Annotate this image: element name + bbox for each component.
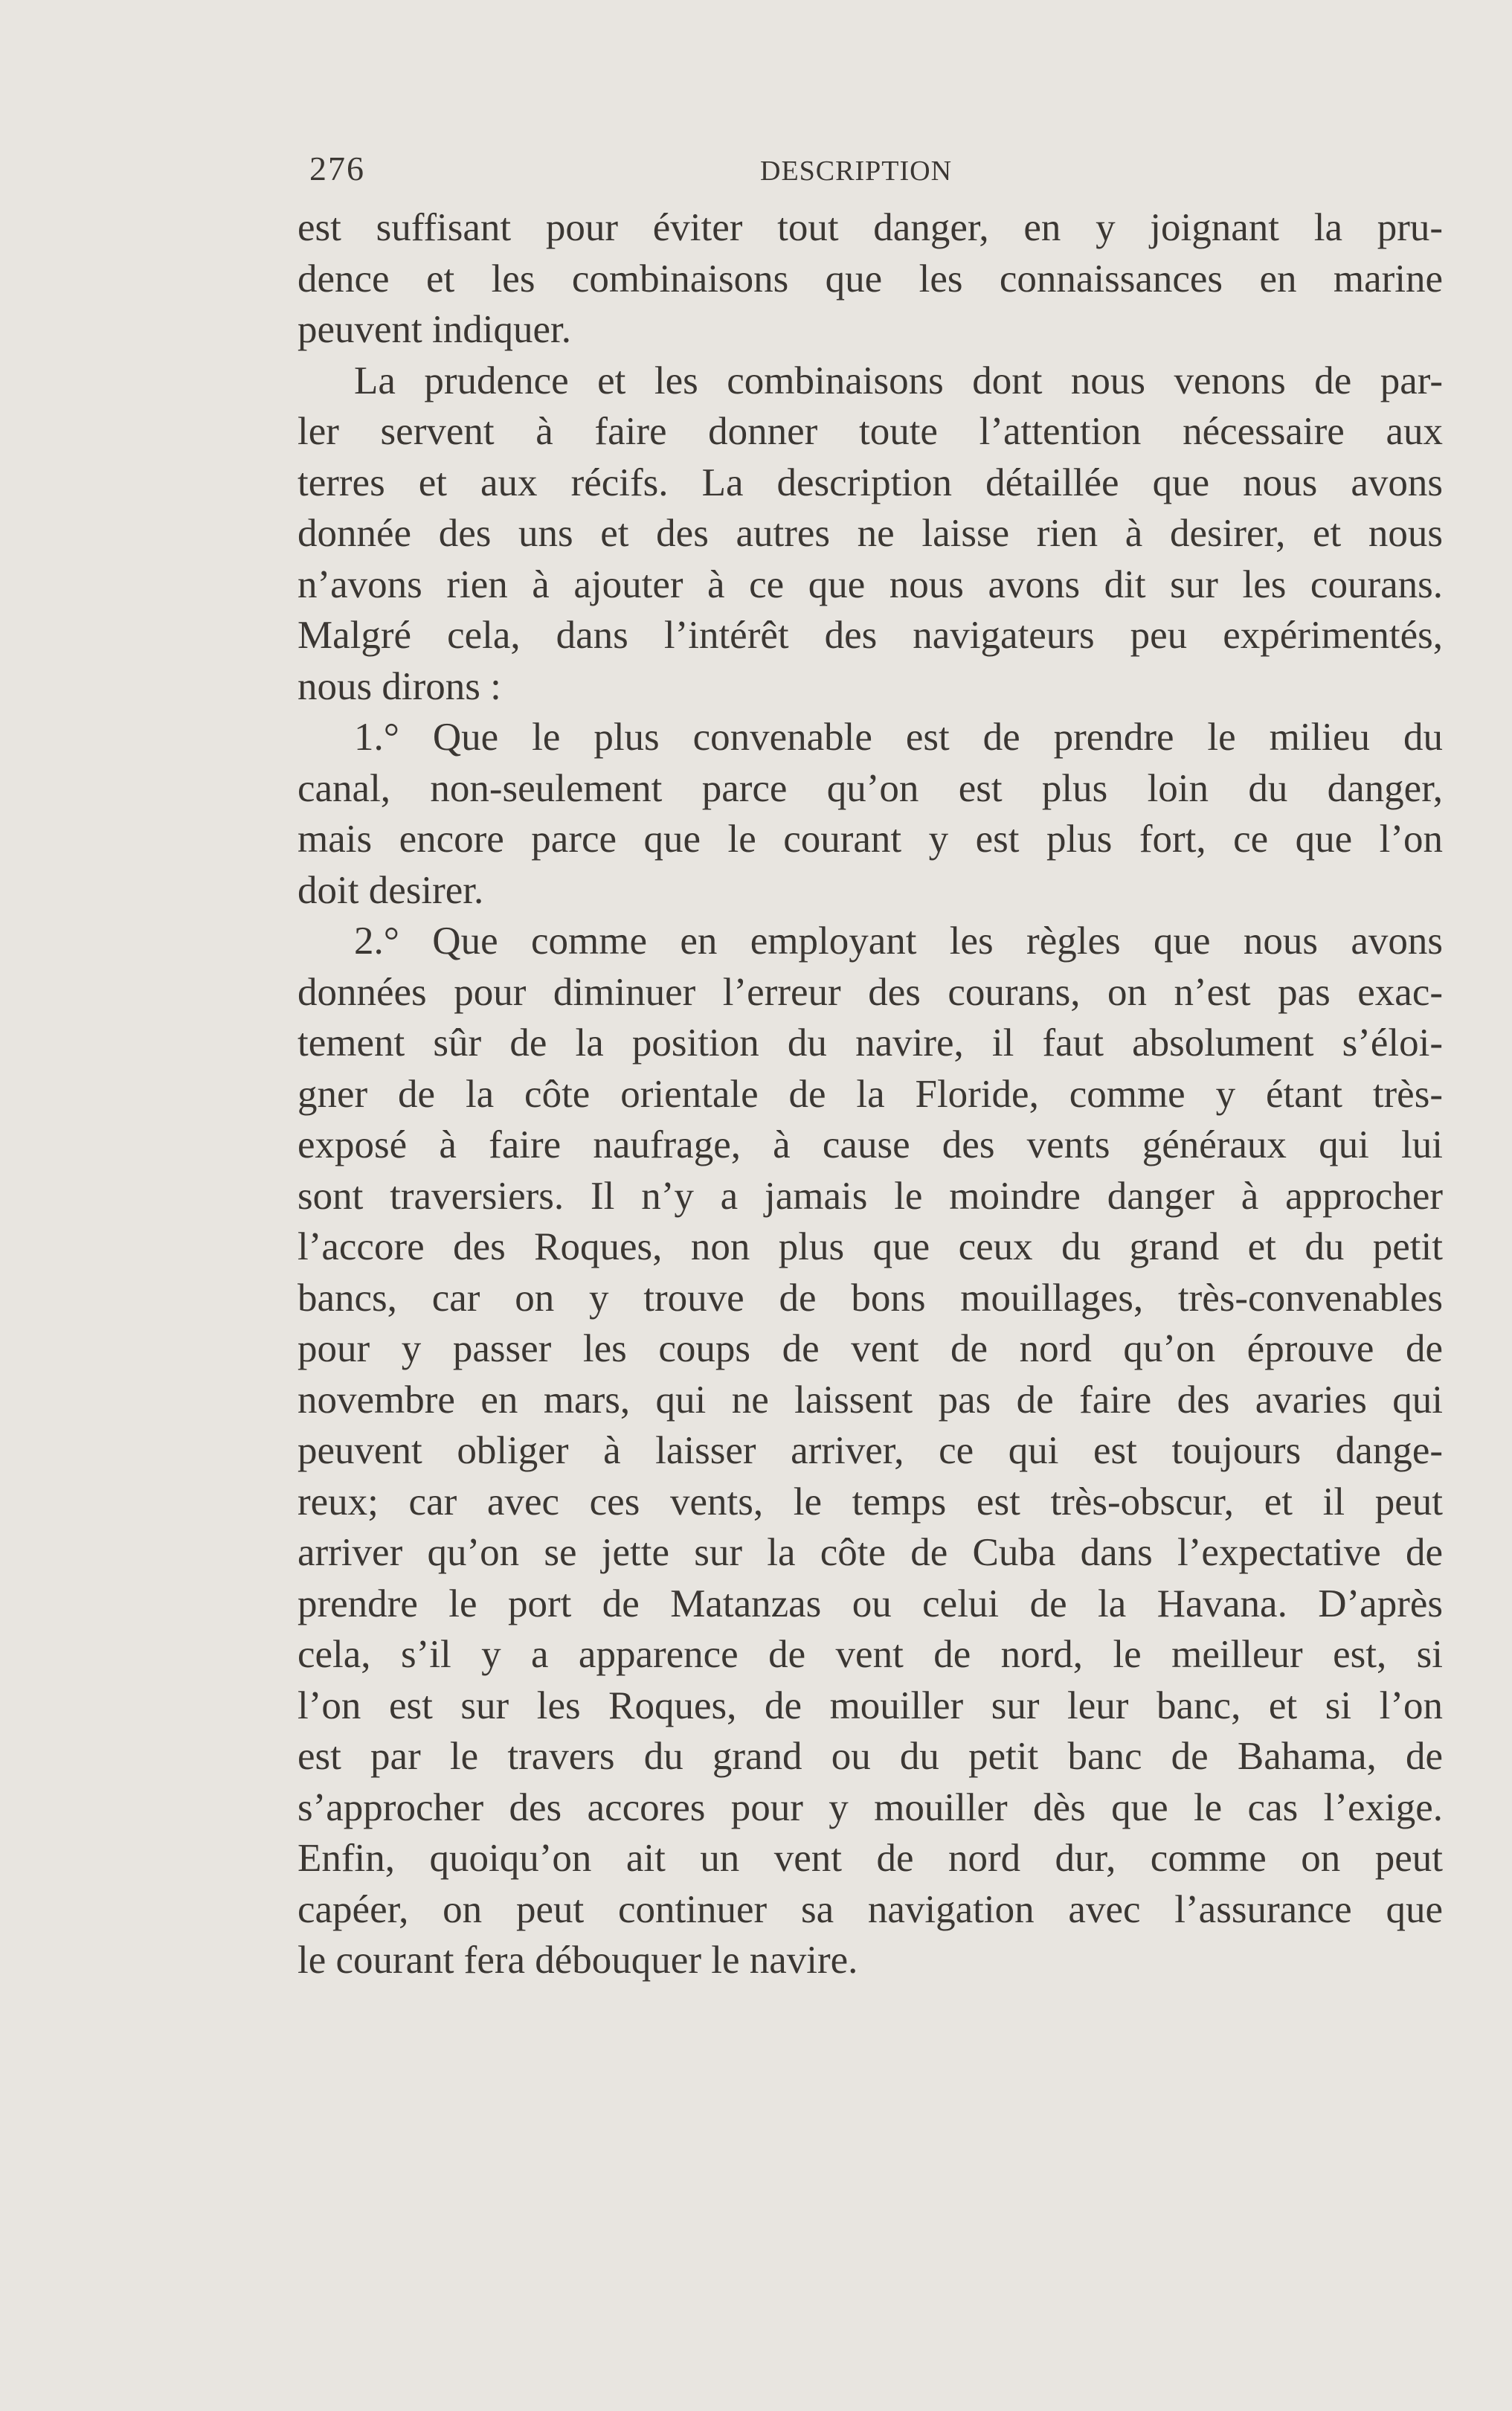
text-line: l’accore des Roques, non plus que ceux du grand et du petit xyxy=(297,1225,1443,1268)
page-number: 276 xyxy=(309,150,365,187)
text-line: La prudence et les combinaisons dont nous venons de par- xyxy=(354,359,1443,402)
text-line: mais encore parce que le courant y est plus fort, ce que l’on xyxy=(297,818,1443,861)
text-line: 1.° Que le plus convenable est de prendre le milieu du xyxy=(354,716,1443,759)
text-line: cela, s’il y a apparence de vent de nord, le meilleur est, si xyxy=(297,1633,1443,1676)
text-line: Malgré cela, dans l’intérêt des navigateurs peu expérimentés, xyxy=(297,614,1443,657)
text-line: ler servent à faire donner toute l’attention nécessaire aux xyxy=(297,410,1443,453)
text-line: pour y passer les coups de vent de nord qu’on éprouve de xyxy=(297,1327,1443,1370)
text-line: nous dirons : xyxy=(297,664,501,708)
text-line: peuvent obliger à laisser arriver, ce qui est toujours dange- xyxy=(297,1429,1443,1472)
running-head: DESCRIPTION xyxy=(760,155,953,187)
text-line: terres et aux récifs. La description détaillée que nous avons xyxy=(297,460,1443,504)
text-line: prendre le port de Matanzas ou celui de la Havana. D’après xyxy=(297,1582,1443,1625)
text-line: dence et les combinaisons que les connaissances en marine xyxy=(297,257,1443,301)
text-line: novembre en mars, qui ne laissent pas de faire des avaries qui xyxy=(297,1378,1443,1422)
text-line: est suffisant pour éviter tout danger, en y joignant la pru- xyxy=(297,206,1443,249)
text-line: le courant fera débouquer le navire. xyxy=(297,1939,858,1982)
text-line: s’approcher des accores pour y mouiller dès que le cas l’exige. xyxy=(297,1785,1443,1829)
text-line: peuvent indiquer. xyxy=(297,308,571,351)
text-line: n’avons rien à ajouter à ce que nous avons dit sur les courans. xyxy=(297,562,1443,606)
text-line: l’on est sur les Roques, de mouiller sur leur banc, et si l’on xyxy=(297,1683,1443,1727)
text-line: sont traversiers. Il n’y a jamais le moindre danger à approcher xyxy=(297,1174,1443,1218)
text-line: tement sûr de la position du navire, il faut absolument s’éloi- xyxy=(297,1021,1443,1065)
text-line: capéer, on peut continuer sa navigation avec l’assurance que xyxy=(297,1887,1443,1931)
text-line: doit desirer. xyxy=(297,868,484,912)
text-line: est par le travers du grand ou du petit banc de Bahama, de xyxy=(297,1735,1443,1778)
text-line: gner de la côte orientale de la Floride, comme y étant très- xyxy=(297,1072,1443,1116)
text-line: Enfin, quoiqu’on ait un vent de nord dur, comme on peut xyxy=(297,1837,1443,1880)
text-line: 2.° Que comme en employant les règles que nous avons xyxy=(354,919,1443,963)
page-header xyxy=(297,149,1443,193)
text-line: donnée des uns et des autres ne laisse rien à desirer, et nous xyxy=(297,512,1443,555)
text-line: données pour diminuer l’erreur des courans, on n’est pas exac- xyxy=(297,970,1443,1014)
body-text xyxy=(297,202,1443,1986)
text-line: reux; car avec ces vents, le temps est très-obscur, et il peut xyxy=(297,1480,1443,1524)
text-line: exposé à faire naufrage, à cause des vents généraux qui lui xyxy=(297,1123,1443,1166)
text-line: arriver qu’on se jette sur la côte de Cuba dans l’expectative de xyxy=(297,1531,1443,1574)
text-line: canal, non-seulement parce qu’on est plus loin du danger, xyxy=(297,766,1443,810)
text-line: bancs, car on y trouve de bons mouillages, très-convenables xyxy=(297,1276,1443,1320)
